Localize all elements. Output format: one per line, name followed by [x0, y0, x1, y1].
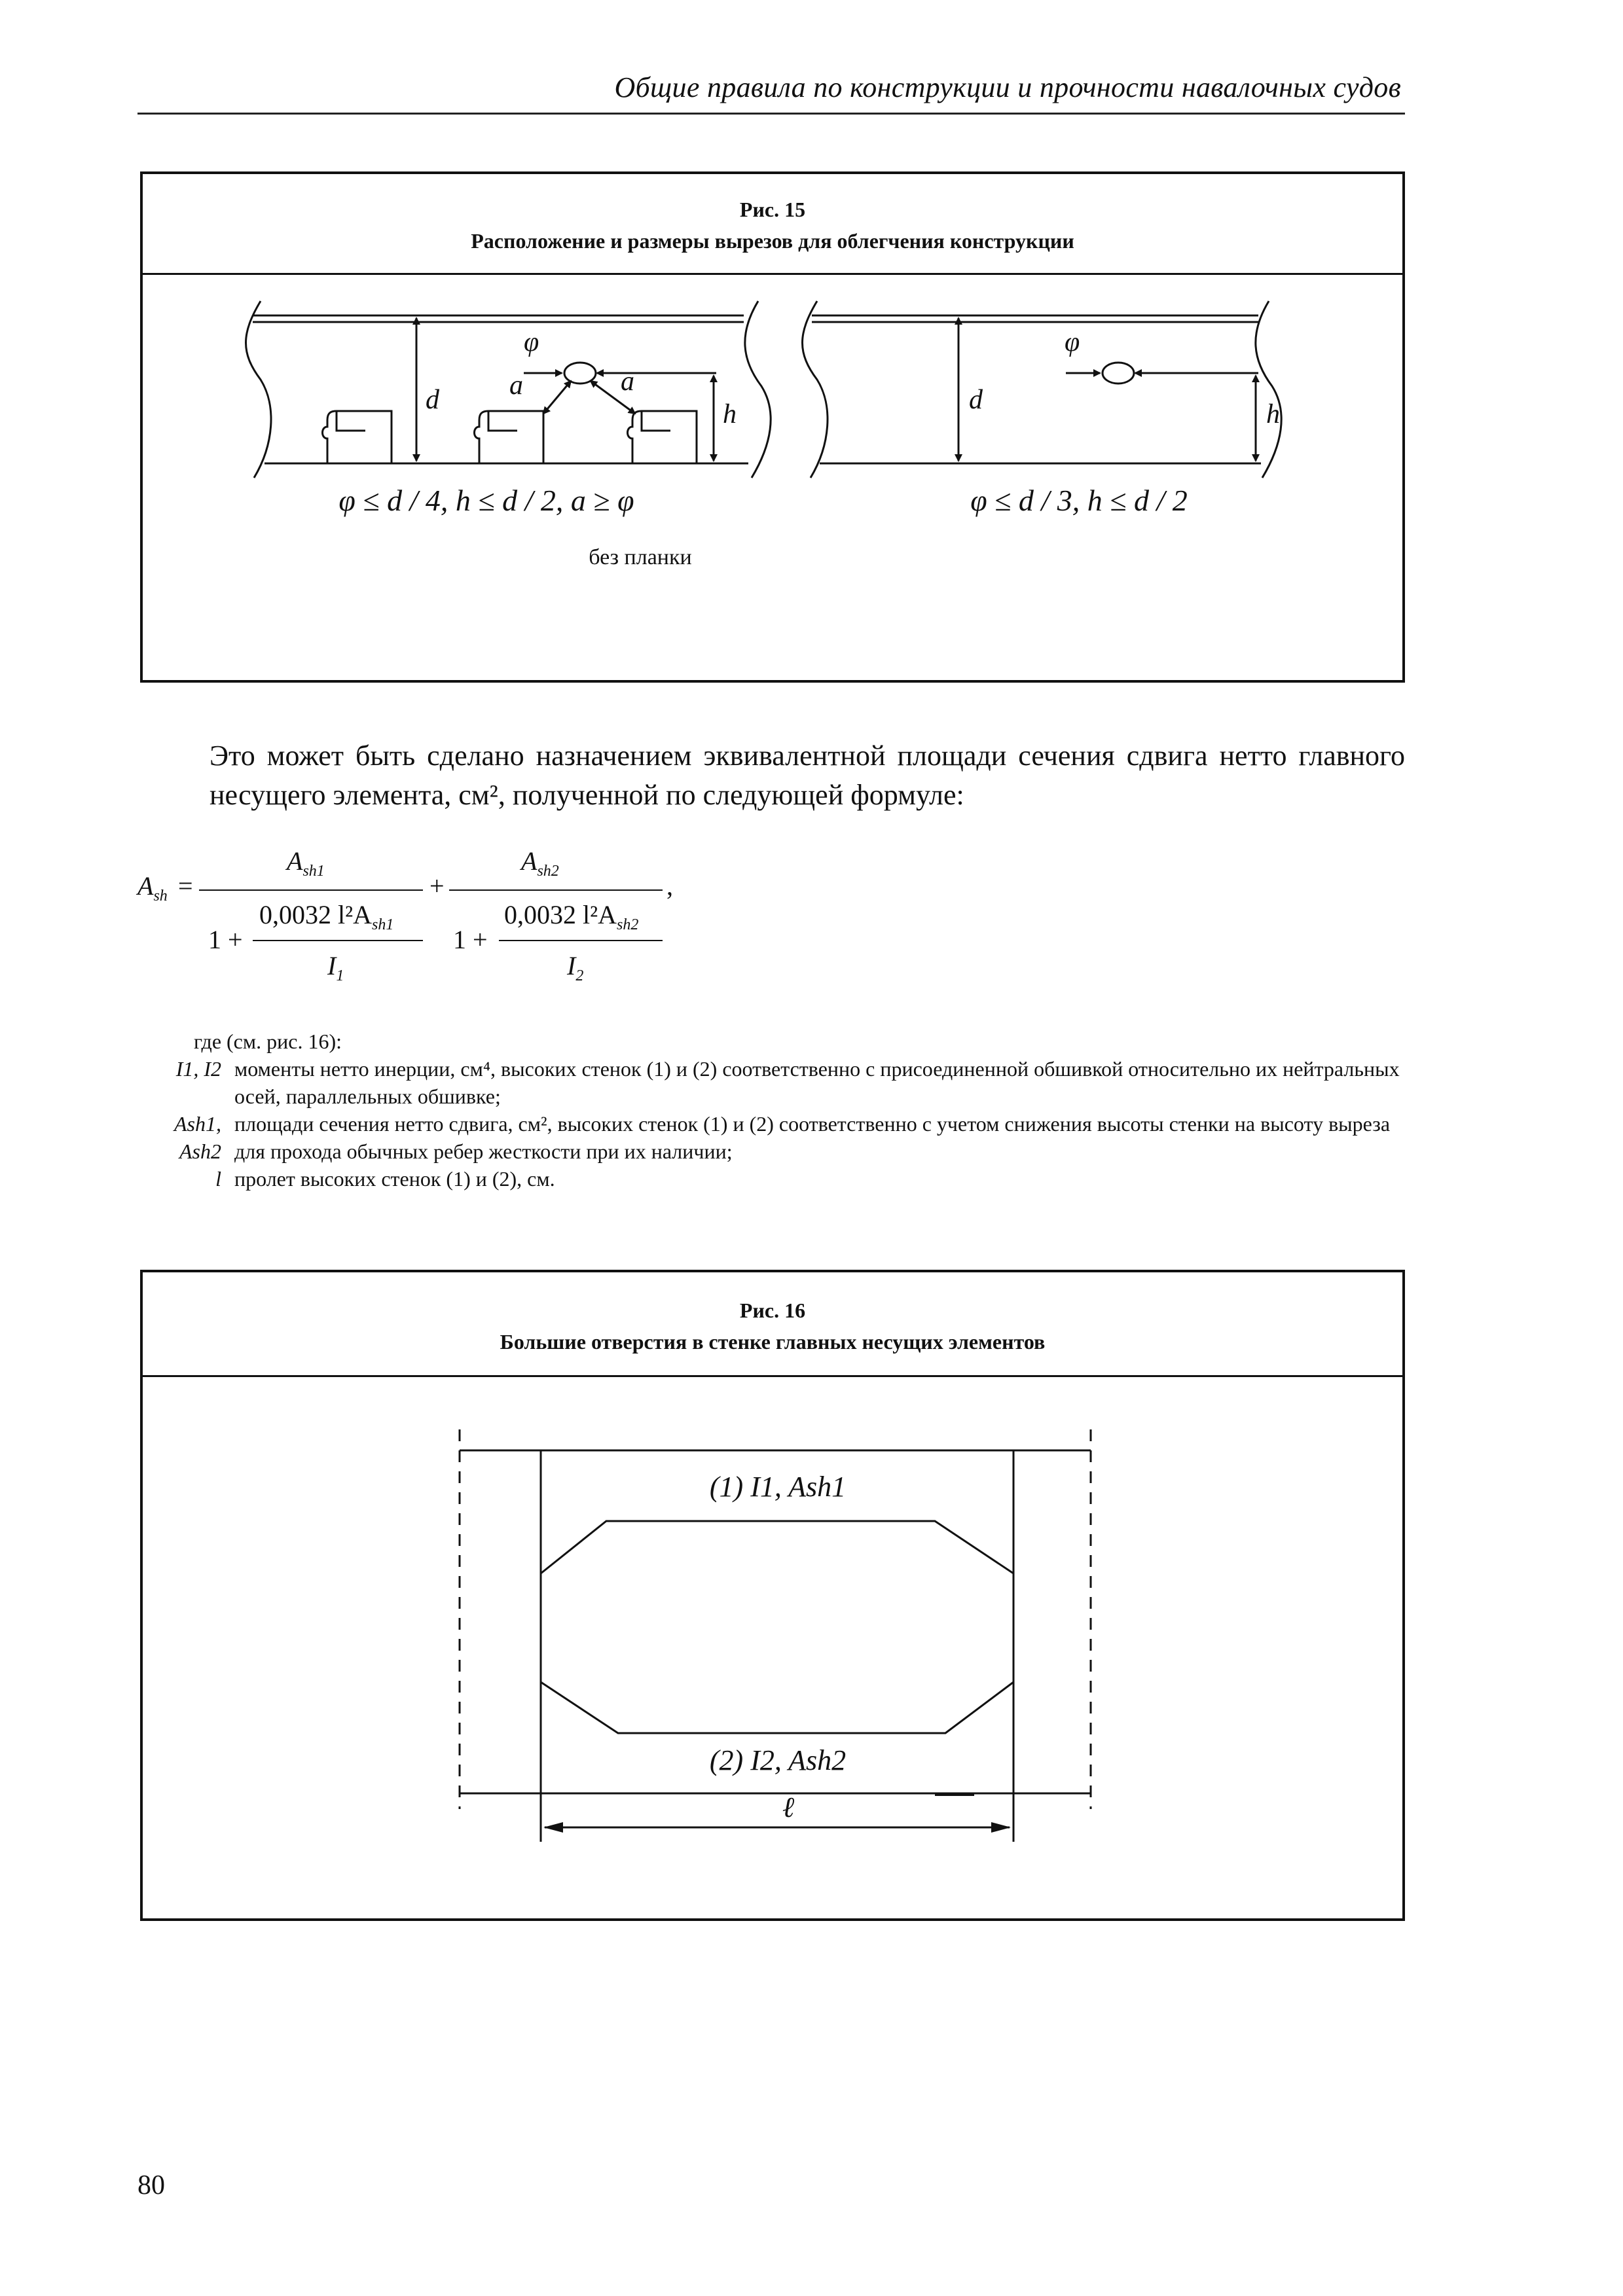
formula-equals: = [178, 871, 193, 901]
left-h-label: h [723, 399, 737, 429]
fig15-left-panel [246, 301, 771, 478]
figure-15 [140, 171, 1405, 683]
stiffener-1 [323, 411, 392, 463]
stiffener-2 [475, 411, 544, 463]
formula-num1-sub: sh1 [302, 863, 325, 880]
formula-num1: A [287, 846, 303, 876]
definitions-intro: где (см. рис. 16): [194, 1030, 342, 1053]
formula-inner-sub1: sh1 [372, 916, 394, 933]
figure-16-header [143, 1272, 1402, 1377]
right-break-line-left [803, 301, 828, 478]
span-label: ℓ [782, 1791, 795, 1823]
formula-inner-sub2: sh2 [617, 916, 639, 933]
formula-frac1-line [199, 889, 423, 891]
formula-den1-sub: 1 [336, 967, 344, 984]
fig15-right-panel [803, 301, 1282, 478]
figure-15-caption: Расположение и размеры вырезов для облегчения конструкции [471, 229, 1074, 253]
definition-symbol-2: Ash1, Ash2 [174, 1112, 221, 1163]
formula-den1: I [327, 951, 337, 980]
formula-den2-sub: 2 [575, 967, 584, 984]
definitions [131, 1028, 1408, 1211]
formula-inner-num1: 0,0032 l²A [259, 900, 372, 929]
figure-16 [140, 1270, 1405, 1921]
formula-den2: I [567, 951, 576, 980]
formula-inner-num2: 0,0032 l²A [504, 900, 617, 929]
page-number: 80 [137, 2170, 165, 2200]
header-rule [137, 113, 1405, 115]
definition-symbol-1: I1, I2 [175, 1057, 221, 1081]
formula-lhs: A [137, 871, 154, 901]
formula-num2: A [521, 846, 538, 876]
right-d-label: d [969, 385, 983, 415]
left-break-line-right [745, 301, 771, 478]
right-h-label: h [1266, 399, 1280, 429]
formula-inner-line-2 [499, 940, 663, 941]
left-a-dimension-1 [543, 381, 571, 414]
definition-symbol-3: l [215, 1167, 221, 1191]
left-a-label-1: a [509, 370, 523, 401]
figure-15-header [143, 174, 1402, 275]
formula-frac2-line [449, 889, 663, 891]
formula-num2-sub: sh2 [537, 863, 559, 880]
formula-plus: + [429, 871, 445, 901]
formula-one-plus-2: 1 + [453, 925, 488, 954]
left-condition: φ ≤ d / 4, h ≤ d / 2, a ≥ φ [338, 484, 634, 517]
formula-inner-line-1 [253, 940, 423, 941]
figure-16-number: Рис. 16 [739, 1299, 806, 1322]
left-a-label-2: a [621, 367, 634, 397]
left-d-label: d [426, 385, 439, 415]
formula-one-plus-1: 1 + [208, 925, 243, 954]
stiffener-3 [628, 411, 697, 463]
left-break-line-left [246, 301, 272, 478]
right-cutout [1103, 363, 1134, 384]
running-header: Общие правила по конструкции и прочности навалочных судов [614, 71, 1401, 103]
definition-text-2: площади сечения нетто сдвига, см², высоких стенок (1) и (2) соответственно с учетом снижения высоты стенки на высоту выреза для прохода обычных ребер жесткости при их наличии; [234, 1112, 1391, 1163]
figure-15-drawing [143, 275, 1402, 681]
figure-16-caption: Большие отверстия в стенке главных несущих элементов [500, 1330, 1046, 1354]
figure-16-drawing [143, 1377, 1402, 1920]
definition-text-3: пролет высоких стенок (1) и (2), см. [234, 1167, 555, 1191]
right-condition: φ ≤ d / 3, h ≤ d / 2 [970, 484, 1188, 517]
right-break-line-right [1256, 301, 1281, 478]
left-phi-label: φ [524, 327, 539, 357]
formula [131, 844, 720, 1001]
no-strip-note: без планки [589, 545, 692, 569]
definition-text-1: моменты нетто инерции, см⁴, высоких стенок (1) и (2) соответственно с присоединенной обшивкой относительно их нейтральных осей, параллельных обшивке; [234, 1057, 1400, 1108]
body-paragraph: Это может быть сделано назначением эквивалентной площади сечения сдвига нетто главного несущего элемента, см², полученной по следующей формуле: [210, 740, 1405, 811]
formula-trailing-comma: , [666, 871, 673, 901]
octagonal-opening [541, 1521, 1013, 1733]
formula-lhs-sub: sh [153, 888, 168, 905]
right-phi-label: φ [1065, 327, 1080, 357]
bottom-web-label: (2) I2, Ash2 [709, 1744, 847, 1776]
top-web-label: (1) I1, Ash1 [709, 1471, 847, 1503]
figure-15-number: Рис. 15 [739, 198, 806, 221]
